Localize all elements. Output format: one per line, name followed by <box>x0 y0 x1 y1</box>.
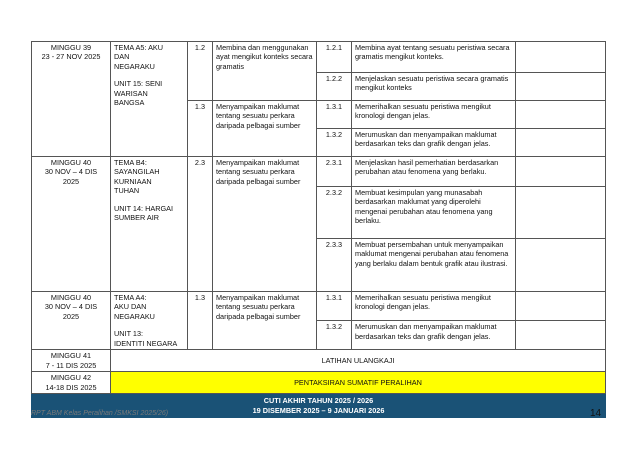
theme-cell <box>111 157 188 292</box>
notes-cell <box>516 321 606 350</box>
notes-cell <box>516 73 606 101</box>
learning-text: Memerihalkan sesuatu peristiwa mengikut kronologi dengan jelas. <box>352 292 516 321</box>
table-row <box>32 42 606 73</box>
standard-text: Membina dan menggunakan ayat mengikut konteks secara gramatis <box>213 42 317 101</box>
standard-code: 1.3 <box>188 101 213 157</box>
unit-line: UNIT 15: SENI <box>114 79 163 89</box>
week-label: MINGGU 40 <box>50 293 92 302</box>
week-label: MINGGU 41 <box>50 351 92 361</box>
theme-line: TEMA B4: <box>114 158 147 167</box>
learning-text: Merumuskan dan menyampaikan maklumat berdasarkan teks dan grafik dengan jelas. <box>352 321 516 350</box>
learning-text: Memerihalkan sesuatu peristiwa mengikut kronologi dengan jelas. <box>352 101 516 129</box>
learning-text: Membuat persembahan untuk menyampaikan maklumat mengenai perubahan atau fenomena yang berlaku dalam bentuk grafik atau ilustrasi. <box>352 239 516 292</box>
holiday-dates: 19 DISEMBER 2025 – 9 JANUARI 2026 <box>252 405 385 415</box>
notes-cell <box>516 101 606 129</box>
theme-line: DAN <box>114 52 130 62</box>
theme-cell <box>111 292 188 350</box>
theme-line: NEGARAKU <box>114 61 155 71</box>
week-cell <box>32 42 111 157</box>
learning-code: 1.3.1 <box>317 292 352 321</box>
learning-code: 2.3.3 <box>317 239 352 292</box>
standard-code: 1.3 <box>188 292 213 350</box>
assessment-banner: PENTAKSIRAN SUMATIF PERALIHAN <box>111 372 606 394</box>
week-year: 2025 <box>62 176 80 186</box>
unit-line: UNIT 14: HARGAI <box>114 203 174 213</box>
unit-line: UNIT 13: <box>114 329 144 339</box>
theme-line: KURNIAAN <box>114 176 152 186</box>
learning-code: 1.2.2 <box>317 73 352 101</box>
standard-code: 1.2 <box>188 42 213 101</box>
learning-text: Membuat kesimpulan yang munasabah berdasarkan maklumat yang diperolehi mengenai perubahan atau fenomena yang berlaku. <box>352 187 516 239</box>
learning-text: Menjelaskan sesuatu peristiwa secara gramatis mengikut konteks <box>352 73 516 101</box>
table-row <box>32 350 606 372</box>
notes-cell <box>516 292 606 321</box>
unit-line: IDENTITI NEGARA <box>114 338 178 348</box>
page-footer: RPT ABM Kelas Peralihan /SMKSI 2025/26) <box>31 410 169 417</box>
standard-text: Menyampaikan maklumat tentang sesuatu perkara daripada pelbagai sumber <box>213 101 317 157</box>
learning-code: 1.3.2 <box>317 321 352 350</box>
week-dates: 23 - 27 NOV 2025 <box>41 52 101 62</box>
week-dates: 30 NOV – 4 DIS <box>44 167 98 177</box>
week-dates: 30 NOV – 4 DIS <box>44 302 98 312</box>
theme-line: SAYANGILAH <box>114 167 160 177</box>
standard-text: Menyampaikan maklumat tentang sesuatu perkara daripada pelbagai sumber <box>213 157 317 292</box>
learning-code: 1.3.2 <box>317 129 352 157</box>
week-cell <box>32 157 111 292</box>
week-label: MINGGU 39 <box>50 43 92 52</box>
learning-code: 1.3.1 <box>317 101 352 129</box>
theme-line: AKU DAN <box>114 302 147 312</box>
table-row <box>32 292 606 321</box>
learning-code: 2.3.2 <box>317 187 352 239</box>
unit-line: WARISAN <box>114 88 148 98</box>
notes-cell <box>516 187 606 239</box>
week-cell <box>32 372 111 394</box>
holiday-title: CUTI AKHIR TAHUN 2025 / 2026 <box>263 396 374 406</box>
theme-line: TEMA A4: <box>114 293 147 302</box>
learning-text: Menjelaskan hasil pemerhatian berdasarkan perubahan atau fenomena yang berlaku. <box>352 157 516 187</box>
notes-cell <box>516 129 606 157</box>
learning-code: 2.3.1 <box>317 157 352 187</box>
week-year: 2025 <box>62 311 80 321</box>
learning-text: Membina ayat tentang sesuatu peristiwa secara gramatis mengikut konteks. <box>352 42 516 73</box>
week-dates: 7 - 11 DIS 2025 <box>45 360 97 370</box>
notes-cell <box>516 42 606 73</box>
theme-line: TEMA A5: AKU <box>114 43 164 52</box>
theme-line: TUHAN <box>114 186 140 196</box>
learning-text: Merumuskan dan menyampaikan maklumat berdasarkan teks dan grafik dengan jelas. <box>352 129 516 157</box>
notes-cell <box>516 157 606 187</box>
unit-line: BANGSA <box>114 98 145 108</box>
theme-cell <box>111 42 188 157</box>
week-label: MINGGU 40 <box>50 158 92 167</box>
learning-code: 1.2.1 <box>317 42 352 73</box>
page-number: 14 <box>590 408 602 419</box>
week-dates: 14-18 DIS 2025 <box>45 382 97 392</box>
unit-line: SUMBER AIR <box>114 213 160 223</box>
table-row <box>32 157 606 187</box>
standard-code: 2.3 <box>188 157 213 292</box>
revision-banner: LATIHAN ULANGKAJI <box>111 350 606 372</box>
notes-cell <box>516 239 606 292</box>
table-row <box>32 372 606 394</box>
standard-text: Menyampaikan maklumat tentang sesuatu perkara daripada pelbagai sumber <box>213 292 317 350</box>
theme-line: NEGARAKU <box>114 311 155 321</box>
week-label: MINGGU 42 <box>50 373 92 383</box>
week-cell <box>32 292 111 350</box>
rpt-table <box>31 41 606 418</box>
week-cell <box>32 350 111 372</box>
